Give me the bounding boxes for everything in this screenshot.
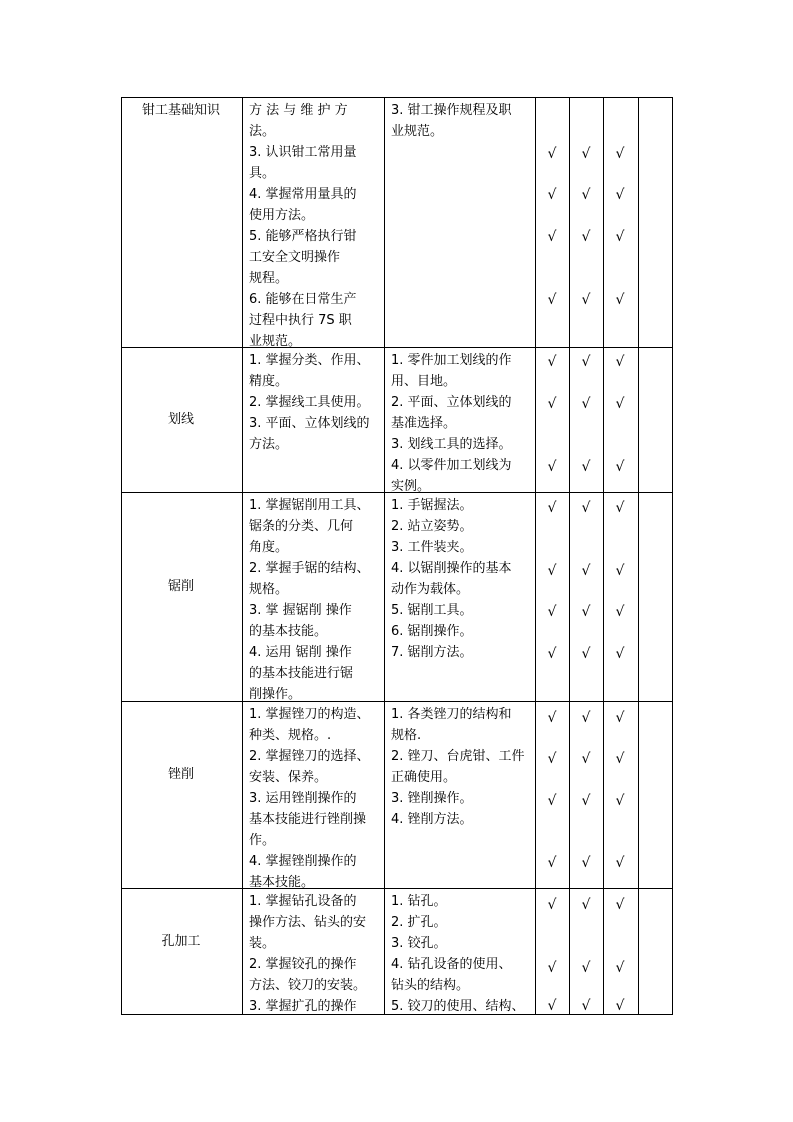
check-mark: √ [581, 354, 591, 370]
check-mark: √ [581, 187, 591, 203]
content-line: 规格. [391, 728, 422, 743]
check-mark: √ [615, 998, 625, 1014]
row-border-0 [121, 97, 673, 98]
knowledge-line: 的基本技能进行锯 [249, 666, 354, 681]
content-line: 用、目地。 [391, 374, 457, 389]
check-mark: √ [547, 146, 557, 162]
check-mark: √ [615, 793, 625, 809]
knowledge-line: 1. 掌握分类、作用、 [249, 353, 370, 368]
knowledge-line: 锯条的分类、几何 [249, 519, 354, 534]
knowledge-line: 方 法 与 维 护 方 [249, 103, 348, 118]
check-mark: √ [581, 459, 591, 475]
check-mark: √ [581, 793, 591, 809]
content-line: 3. 铰孔。 [391, 936, 447, 951]
knowledge-line: 1. 掌握锉刀的构造、 [249, 707, 370, 722]
knowledge-line: 过程中执行 7S 职 [249, 313, 352, 328]
column-border-5 [603, 97, 604, 1015]
check-mark: √ [615, 604, 625, 620]
knowledge-line: 3. 平面、立体划线的 [249, 416, 370, 431]
row-border-4 [121, 888, 673, 889]
knowledge-line: 4. 掌握常用量具的 [249, 187, 357, 202]
check-mark: √ [581, 146, 591, 162]
content-line: 4. 以零件加工划线为 [391, 458, 512, 473]
row-border-1 [121, 347, 673, 348]
content-line: 正确使用。 [391, 770, 457, 785]
content-line: 4. 钻孔设备的使用、 [391, 957, 512, 972]
check-mark: √ [615, 563, 625, 579]
check-mark: √ [547, 604, 557, 620]
check-mark: √ [615, 897, 625, 913]
check-mark: √ [581, 855, 591, 871]
knowledge-line: 使用方法。 [249, 208, 315, 223]
check-mark: √ [581, 960, 591, 976]
check-mark: √ [581, 710, 591, 726]
check-mark: √ [615, 459, 625, 475]
knowledge-line: 装。 [249, 936, 276, 951]
check-mark: √ [615, 500, 625, 516]
check-mark: √ [615, 960, 625, 976]
check-mark: √ [547, 897, 557, 913]
check-mark: √ [615, 855, 625, 871]
check-mark: √ [581, 604, 591, 620]
knowledge-line: 精度。 [249, 374, 289, 389]
column-border-0 [121, 97, 122, 1015]
knowledge-line: 4. 运用 锯削 操作 [249, 645, 352, 660]
check-mark: √ [547, 751, 557, 767]
check-mark: √ [547, 793, 557, 809]
check-mark: √ [615, 146, 625, 162]
topic-cell: 钳工基础知识 [141, 103, 220, 118]
content-line: 业规范。 [391, 124, 444, 139]
content-line: 1. 手锯握法。 [391, 498, 473, 513]
knowledge-line: 种类、规格。. [249, 728, 332, 743]
column-border-4 [569, 97, 570, 1015]
content-line: 7. 锯削方法。 [391, 645, 473, 660]
knowledge-line: 业规范。 [249, 334, 302, 349]
knowledge-line: 3. 掌握扩孔的操作 [249, 999, 357, 1014]
check-mark: √ [581, 500, 591, 516]
content-line: 基准选择。 [391, 416, 457, 431]
knowledge-line: 工安全文明操作 [249, 250, 341, 265]
check-mark: √ [615, 229, 625, 245]
check-mark: √ [547, 354, 557, 370]
content-line: 3. 划线工具的选择。 [391, 437, 512, 452]
knowledge-line: 3. 运用锉削操作的 [249, 791, 357, 806]
content-line: 4. 锉削方法。 [391, 812, 473, 827]
knowledge-line: 2. 掌握线工具使用。 [249, 395, 370, 410]
knowledge-line: 削操作。 [249, 687, 302, 702]
knowledge-line: 2. 掌握铰孔的操作 [249, 957, 357, 972]
check-mark: √ [581, 396, 591, 412]
knowledge-line: 3. 认识钳工常用量 [249, 145, 357, 160]
knowledge-line: 4. 掌握锉削操作的 [249, 854, 357, 869]
content-line: 5. 锯削工具。 [391, 603, 473, 618]
knowledge-line: 规格。 [249, 582, 289, 597]
check-mark: √ [547, 563, 557, 579]
knowledge-line: 5. 能够严格执行钳 [249, 229, 357, 244]
knowledge-line: 方法、铰刀的安装。 [249, 978, 367, 993]
knowledge-line: 操作方法、钻头的安 [249, 915, 367, 930]
check-mark: √ [615, 292, 625, 308]
content-line: 2. 扩孔。 [391, 915, 447, 930]
check-mark: √ [547, 855, 557, 871]
column-border-3 [535, 97, 536, 1015]
content-line: 3. 锉削操作。 [391, 791, 473, 806]
topic-cell: 划线 [167, 412, 194, 427]
column-border-7 [672, 97, 673, 1015]
column-border-2 [384, 97, 385, 1015]
knowledge-line: 方法。 [249, 437, 289, 452]
check-mark: √ [615, 187, 625, 203]
check-mark: √ [581, 998, 591, 1014]
row-border-3 [121, 701, 673, 702]
check-mark: √ [581, 292, 591, 308]
check-mark: √ [547, 229, 557, 245]
check-mark: √ [547, 960, 557, 976]
content-line: 5. 铰刀的使用、结构、 [391, 999, 525, 1014]
check-mark: √ [547, 646, 557, 662]
content-line: 1. 零件加工划线的作 [391, 353, 512, 368]
content-line: 4. 以锯削操作的基本 [391, 561, 512, 576]
content-line: 1. 各类锉刀的结构和 [391, 707, 512, 722]
check-mark: √ [615, 396, 625, 412]
knowledge-line: 6. 能够在日常生产 [249, 292, 357, 307]
knowledge-line: 具。 [249, 166, 276, 181]
knowledge-line: 2. 掌握手锯的结构、 [249, 561, 370, 576]
knowledge-line: 1. 掌握钻孔设备的 [249, 894, 357, 909]
content-line: 6. 锯削操作。 [391, 624, 473, 639]
knowledge-line: 3. 掌 握锯削 操作 [249, 603, 352, 618]
topic-cell: 孔加工 [161, 934, 201, 949]
check-mark: √ [547, 187, 557, 203]
content-line: 2. 平面、立体划线的 [391, 395, 512, 410]
content-line: 钻头的结构。 [391, 978, 470, 993]
knowledge-line: 安装、保养。 [249, 770, 328, 785]
check-mark: √ [547, 710, 557, 726]
check-mark: √ [581, 751, 591, 767]
check-mark: √ [547, 998, 557, 1014]
content-line: 3. 工件装夹。 [391, 540, 473, 555]
column-border-6 [638, 97, 639, 1015]
content-line: 1. 钻孔。 [391, 894, 447, 909]
check-mark: √ [581, 646, 591, 662]
check-mark: √ [581, 563, 591, 579]
knowledge-line: 基本技能。 [249, 875, 315, 890]
knowledge-line: 规程。 [249, 271, 289, 286]
content-line: 3. 钳工操作规程及职 [391, 103, 512, 118]
knowledge-line: 1. 掌握锯削用工具、 [249, 498, 370, 513]
check-mark: √ [547, 459, 557, 475]
check-mark: √ [615, 710, 625, 726]
check-mark: √ [581, 897, 591, 913]
content-line: 实例。 [391, 479, 431, 494]
knowledge-line: 作。 [249, 833, 276, 848]
column-border-1 [242, 97, 243, 1015]
check-mark: √ [615, 646, 625, 662]
topic-cell: 锯削 [167, 579, 194, 594]
knowledge-line: 的基本技能。 [249, 624, 328, 639]
topic-cell: 锉削 [167, 767, 194, 782]
content-line: 2. 站立姿势。 [391, 519, 473, 534]
check-mark: √ [547, 396, 557, 412]
knowledge-line: 2. 掌握锉刀的选择、 [249, 749, 370, 764]
knowledge-line: 法。 [249, 124, 276, 139]
knowledge-line: 角度。 [249, 540, 289, 555]
check-mark: √ [615, 354, 625, 370]
knowledge-line: 基本技能进行锉削操 [249, 812, 367, 827]
check-mark: √ [615, 751, 625, 767]
check-mark: √ [547, 500, 557, 516]
content-line: 2. 锉刀、台虎钳、工件 [391, 749, 525, 764]
content-line: 动作为载体。 [391, 582, 470, 597]
check-mark: √ [547, 292, 557, 308]
check-mark: √ [581, 229, 591, 245]
